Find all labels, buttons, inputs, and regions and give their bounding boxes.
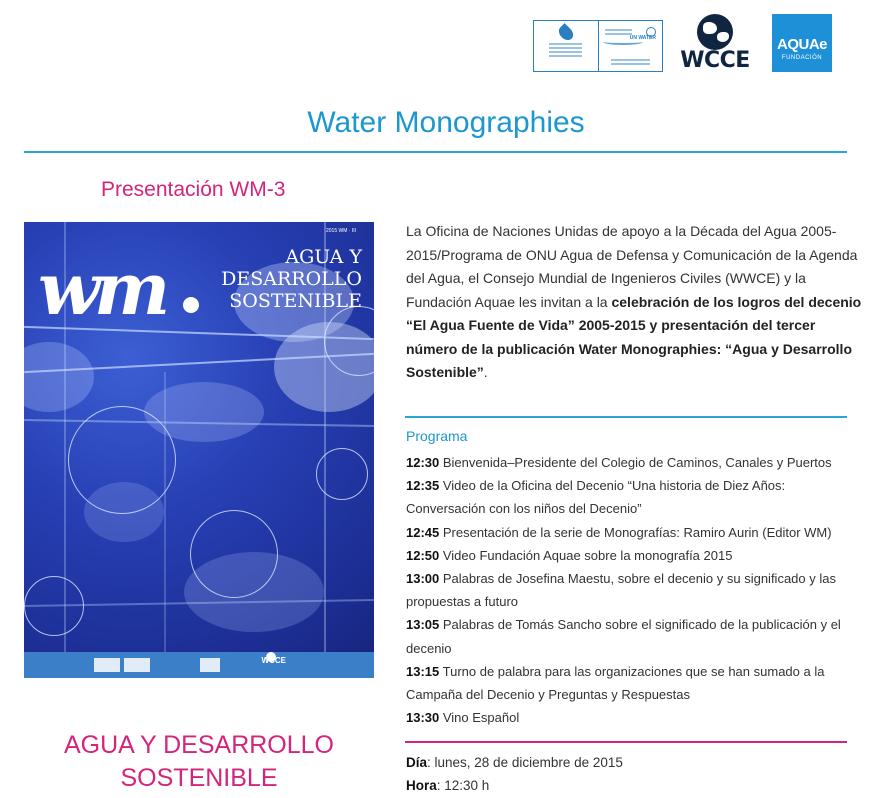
program-time: 13:30 — [406, 710, 440, 726]
cover-footer — [24, 652, 374, 678]
program-item — [406, 544, 856, 567]
aquae-logo-subtext: FUNDACIÓN — [781, 55, 823, 61]
un-decade-logo — [533, 20, 663, 72]
cover-title — [212, 246, 362, 312]
publication-subtitle — [24, 729, 374, 795]
presentation-title: Presentación WM-3 — [101, 178, 286, 201]
program-text: Turno de palabra para las organizaciones que se han sumado a la Campaña del Decenio y Preguntas y Respuestas — [406, 663, 825, 703]
un-decade-logo-left — [534, 21, 599, 71]
program-item — [406, 451, 856, 474]
program-text: Palabras de Tomás Sancho sobre el significado de la publicación y el decenio — [406, 617, 841, 656]
publication-cover — [24, 222, 374, 678]
cover-title-line: SOSTENIBLE — [229, 290, 362, 312]
cover-title-line: DESARROLLO — [221, 268, 362, 290]
invitation-text — [406, 220, 862, 385]
program-time: 13:00 — [406, 571, 440, 587]
event-day-value: : lunes, 28 de diciembre de 2015 — [427, 755, 623, 770]
program-time: 12:45 — [406, 524, 440, 540]
program-text: Video Fundación Aquae sobre la monografía 2015 — [439, 547, 733, 563]
wcce-logo-text: WCCE — [680, 48, 750, 73]
wm-logo-dot — [183, 297, 199, 313]
program-text: Presentación de la serie de Monografías: Ramiro Aurin (Editor WM) — [439, 524, 832, 540]
wm-logo-text: wm — [38, 246, 165, 331]
details-divider — [405, 741, 847, 743]
subtitle-line: AGUA Y DESARROLLO — [63, 731, 335, 759]
invitation-plain: La Oficina de Naciones Unidas de apoyo a la Década del Agua 2005-2015/Programa de ONU Agua de Defensa y Comunicación de la Agenda del Agua, el Consejo Mundial de Ingenieros Civiles (WWCE) y la Fundación Aquae les invitan a la — [406, 223, 858, 310]
event-details — [406, 751, 623, 797]
invitation-bold: celebración de los logros del decenio “El Agua Fuente de Vida” 2005-2015 y presentación del tercer número de la publicación Water Monographies: “Agua y Desarrollo Sostenible” — [406, 293, 862, 380]
program-time: 13:05 — [406, 617, 440, 633]
cover-footer-wcce: WCCE — [261, 656, 286, 665]
globe-icon — [697, 14, 733, 50]
water-drop-icon — [556, 23, 576, 43]
page-title: Water Monographies — [307, 106, 585, 139]
program-text: Bienvenida–Presidente del Colegio de Caminos, Canales y Puertos — [439, 455, 832, 470]
un-water-label: UN WATER — [629, 35, 656, 41]
program-item — [406, 660, 856, 706]
program-text: Palabras de Josefina Maestu, sobre el decenio y su significado y las propuestas a futuro — [406, 571, 836, 610]
event-day — [406, 751, 623, 774]
event-time-value: : 12:30 h — [436, 778, 490, 793]
program-time: 12:35 — [406, 478, 440, 494]
program-list — [406, 451, 856, 729]
title-divider — [24, 151, 847, 153]
program-text: Vino Español — [439, 710, 520, 726]
program-item — [406, 521, 856, 544]
program-divider — [405, 416, 847, 418]
cover-issue-label: 2015 WM · III — [325, 228, 356, 234]
program-text: Video de la Oficina del Decenio “Una historia de Diez Años: Conversación con los niños del Decenio” — [406, 478, 786, 517]
subtitle-line: SOSTENIBLE — [120, 764, 278, 792]
program-item — [406, 567, 856, 613]
program-time: 12:50 — [406, 547, 440, 563]
un-water-logo — [599, 21, 663, 71]
event-day-label: Día — [406, 755, 428, 770]
event-time-label: Hora — [406, 778, 437, 793]
invitation-end: . — [483, 364, 488, 380]
wcce-logo — [680, 14, 750, 74]
program-item — [406, 474, 856, 520]
program-title: Programa — [406, 428, 468, 444]
aquae-logo-text: AQUAe — [776, 36, 827, 53]
program-item — [406, 613, 856, 659]
program-item — [406, 706, 856, 729]
aquae-logo — [772, 14, 832, 72]
event-time — [406, 774, 623, 797]
program-time: 13:15 — [406, 663, 440, 679]
program-time: 12:30 — [406, 455, 440, 470]
cover-title-line: AGUA Y — [285, 246, 362, 268]
